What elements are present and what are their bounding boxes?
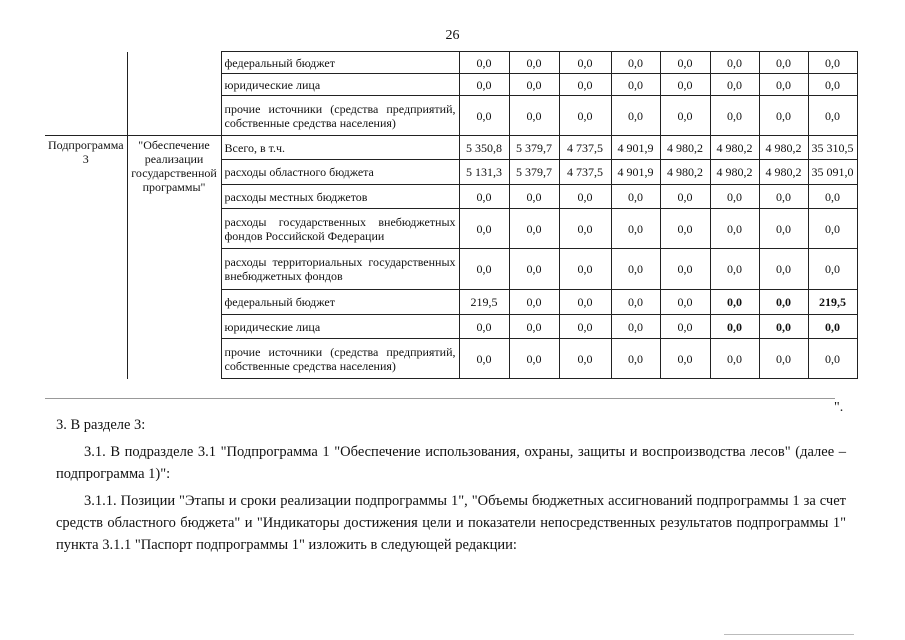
row-label: прочие источники (средства предприятий, собственные средства населения) <box>221 339 459 379</box>
empty-subprogram-cell <box>45 52 127 136</box>
value-cell: 0,0 <box>611 339 660 379</box>
value-cell: 0,0 <box>611 315 660 339</box>
value-cell: 0,0 <box>759 52 808 74</box>
value-cell: 0,0 <box>660 74 710 96</box>
row-label: юридические лица <box>221 74 459 96</box>
paragraph-section-3 <box>56 414 846 436</box>
table-row <box>45 52 857 74</box>
value-cell: 0,0 <box>808 52 857 74</box>
value-cell: 0,0 <box>710 290 759 315</box>
value-cell: 0,0 <box>459 96 509 136</box>
value-cell: 0,0 <box>710 209 759 249</box>
value-cell: 0,0 <box>660 339 710 379</box>
value-cell: 0,0 <box>509 339 559 379</box>
value-cell: 0,0 <box>808 96 857 136</box>
value-cell: 0,0 <box>559 185 611 209</box>
value-cell: 0,0 <box>759 96 808 136</box>
value-cell: 0,0 <box>559 249 611 290</box>
row-label: прочие источники (средства предприятий, собственные средства населения) <box>221 96 459 136</box>
value-cell: 0,0 <box>509 315 559 339</box>
value-cell: 4 980,2 <box>759 136 808 160</box>
value-cell: 0,0 <box>509 290 559 315</box>
row-label: расходы местных бюджетов <box>221 185 459 209</box>
value-cell: 0,0 <box>509 52 559 74</box>
value-cell: 0,0 <box>611 96 660 136</box>
value-cell: 0,0 <box>611 209 660 249</box>
budget-table <box>45 51 858 379</box>
value-cell: 0,0 <box>509 209 559 249</box>
value-cell: 0,0 <box>459 249 509 290</box>
value-cell: 0,0 <box>759 315 808 339</box>
value-cell: 0,0 <box>459 185 509 209</box>
value-cell: 0,0 <box>759 339 808 379</box>
value-cell: 0,0 <box>660 96 710 136</box>
value-cell: 0,0 <box>611 74 660 96</box>
value-cell: 0,0 <box>759 249 808 290</box>
value-cell: 5 350,8 <box>459 136 509 160</box>
value-cell: 5 131,3 <box>459 160 509 185</box>
value-cell: 0,0 <box>509 96 559 136</box>
value-cell: 0,0 <box>759 209 808 249</box>
value-cell: 4 737,5 <box>559 136 611 160</box>
value-cell: 0,0 <box>808 339 857 379</box>
paragraph-subsection-3-1 <box>56 441 846 485</box>
row-label: расходы областного бюджета <box>221 160 459 185</box>
value-cell: 0,0 <box>559 209 611 249</box>
row-label: федеральный бюджет <box>221 52 459 74</box>
value-cell: 0,0 <box>559 96 611 136</box>
closing-quote: ". <box>834 400 844 415</box>
value-cell: 0,0 <box>559 290 611 315</box>
subprogram-label: Подпрограмма 3 <box>48 138 124 166</box>
value-cell: 0,0 <box>660 185 710 209</box>
value-cell: 4 980,2 <box>660 136 710 160</box>
subprogram-title: "Обеспечение реализации государственной программы" <box>131 138 217 194</box>
scan-artifact-line <box>724 634 854 635</box>
value-cell: 0,0 <box>459 315 509 339</box>
value-cell: 5 379,7 <box>509 136 559 160</box>
value-cell: 0,0 <box>611 249 660 290</box>
value-cell: 0,0 <box>808 185 857 209</box>
value-cell: 0,0 <box>459 52 509 74</box>
value-cell: 4 901,9 <box>611 160 660 185</box>
value-cell: 0,0 <box>611 290 660 315</box>
paragraph-text: 3.1.1. Позиции "Этапы и сроки реализации подпрограммы 1", "Объемы бюджетных ассигнований подпрограммы 1 за счет средств областного бюджета" и "Индикаторы достижения цели и показатели непосредственных результатов подпрограммы 1" пункта 3.1.1 "Паспорт подпрограммы 1" изложить в следующей редакции: <box>56 493 846 553</box>
table-row <box>45 136 857 160</box>
value-cell: 0,0 <box>808 249 857 290</box>
paragraph-item-3-1-1 <box>56 490 846 556</box>
table-bottom-rule <box>45 398 835 399</box>
value-cell: 0,0 <box>710 249 759 290</box>
value-cell: 0,0 <box>611 52 660 74</box>
value-cell: 0,0 <box>660 52 710 74</box>
value-cell: 4 980,2 <box>710 136 759 160</box>
value-cell: 0,0 <box>660 209 710 249</box>
value-cell: 0,0 <box>710 339 759 379</box>
value-cell: 0,0 <box>759 290 808 315</box>
value-cell: 0,0 <box>559 315 611 339</box>
value-cell: 0,0 <box>759 74 808 96</box>
value-cell: 0,0 <box>710 52 759 74</box>
value-cell: 4 980,2 <box>660 160 710 185</box>
value-cell: 4 901,9 <box>611 136 660 160</box>
value-cell: 0,0 <box>808 74 857 96</box>
value-cell: 4 980,2 <box>710 160 759 185</box>
page-number: 26 <box>445 28 460 43</box>
value-cell: 0,0 <box>509 249 559 290</box>
value-cell: 0,0 <box>808 209 857 249</box>
value-cell: 0,0 <box>559 74 611 96</box>
value-cell: 219,5 <box>808 290 857 315</box>
value-cell: 0,0 <box>660 249 710 290</box>
value-cell: 0,0 <box>710 185 759 209</box>
value-cell: 0,0 <box>559 339 611 379</box>
row-label: Всего, в т.ч. <box>221 136 459 160</box>
value-cell: 4 980,2 <box>759 160 808 185</box>
subprogram-label-cell <box>45 136 127 379</box>
subprogram-title-cell <box>127 136 221 379</box>
value-cell: 0,0 <box>459 74 509 96</box>
value-cell: 0,0 <box>660 290 710 315</box>
value-cell: 0,0 <box>611 185 660 209</box>
value-cell: 219,5 <box>459 290 509 315</box>
row-label: расходы территориальных государственных внебюджетных фондов <box>221 249 459 290</box>
value-cell: 0,0 <box>808 315 857 339</box>
value-cell: 35 091,0 <box>808 160 857 185</box>
row-label: расходы государственных внебюджетных фондов Российской Федерации <box>221 209 459 249</box>
value-cell: 0,0 <box>559 52 611 74</box>
value-cell: 0,0 <box>710 315 759 339</box>
paragraph-text: 3.1. В подразделе 3.1 "Подпрограмма 1 "Обеспечение использования, охраны, защиты и воспроизводства лесов" (далее – подпрограмма 1)": <box>56 444 846 482</box>
value-cell: 0,0 <box>509 185 559 209</box>
row-label: федеральный бюджет <box>221 290 459 315</box>
empty-title-cell <box>127 52 221 136</box>
value-cell: 0,0 <box>459 209 509 249</box>
value-cell: 35 310,5 <box>808 136 857 160</box>
value-cell: 0,0 <box>509 74 559 96</box>
value-cell: 4 737,5 <box>559 160 611 185</box>
value-cell: 0,0 <box>710 96 759 136</box>
value-cell: 5 379,7 <box>509 160 559 185</box>
value-cell: 0,0 <box>660 315 710 339</box>
value-cell: 0,0 <box>759 185 808 209</box>
value-cell: 0,0 <box>710 74 759 96</box>
paragraph-text: 3. В разделе 3: <box>56 417 146 433</box>
row-label: юридические лица <box>221 315 459 339</box>
value-cell: 0,0 <box>459 339 509 379</box>
